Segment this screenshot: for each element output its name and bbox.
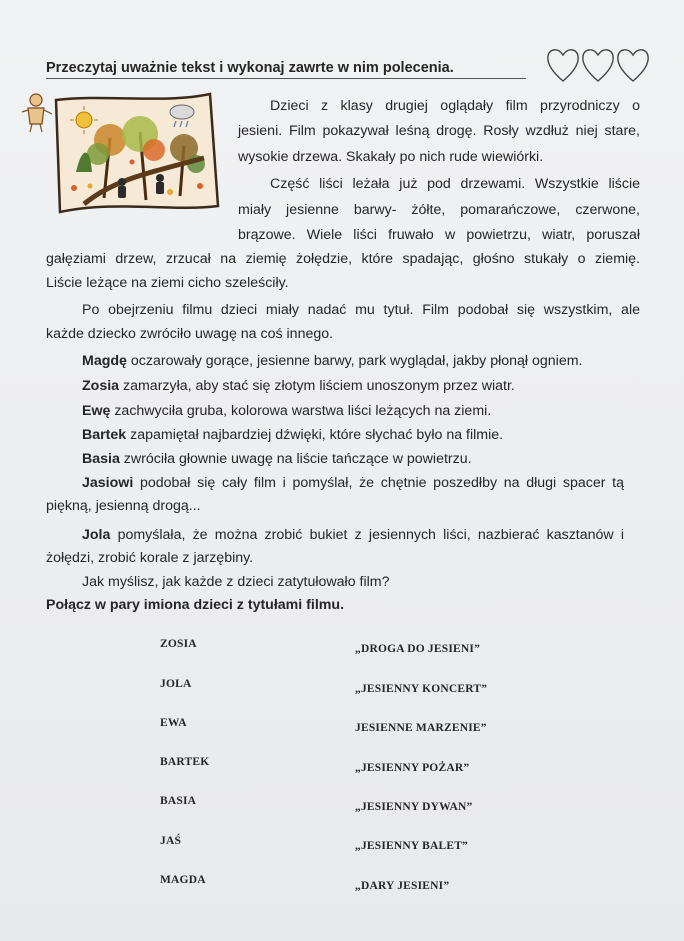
name-zosia: ZOSIA (160, 638, 197, 650)
child-figure-icon (22, 94, 52, 132)
child-line-magda (82, 352, 583, 370)
text-line: wysokie drzewa. Skakały po nich rude wiewiórki. (238, 149, 544, 165)
child-line-jola-cont (46, 549, 253, 567)
title-jesienne-marzenie: JESIENNE MARZENIE” (355, 722, 487, 734)
title-jesienny-dywan: „JESIENNY DYWAN” (355, 801, 473, 813)
autumn-forest-illustration (14, 88, 224, 228)
text-line: Część liści leżała już pod drzewami. Wszystkie liście (270, 176, 640, 192)
text-line: Dzieci z klasy drugiej oglądały film przyrodniczy o (270, 98, 640, 114)
child-text: podobał się cały film i pomyślał, że chętnie poszedłby na długi spacer tą (133, 475, 624, 491)
child-line-jas (82, 474, 624, 492)
child-name: Magdę (82, 353, 127, 369)
child-line-jola (82, 526, 624, 544)
text-line: brązowe. Wiele liści fruwało w powietrzu, wiatr, poruszał (238, 227, 640, 243)
child-name: Zosia (82, 378, 120, 394)
child-name: Jola (82, 527, 111, 543)
child-name: Bartek (82, 427, 127, 443)
text-line: każde dziecko zwróciło uwagę na coś innego. (46, 326, 334, 342)
text-line: jesieni. Film pokazywał leśną drogę. Rosły wzdłuż niej stare, (238, 123, 640, 139)
title-jesienny-pozar: „JESIENNY POŻAR” (355, 762, 470, 774)
child-text: zwróciła głownie uwagę na liście tańczące w powietrzu. (119, 451, 472, 467)
child-text: zamarzyła, aby stać się złotym liściem unoszonym przez wiatr. (119, 378, 515, 394)
child-name: Basia (82, 451, 120, 467)
text-line: miały jesienne barwy- żółte, pomarańczowe, czerwone, (238, 202, 640, 218)
text-line: gałęziami drzew, zrzucał na ziemię żołędzie, które spadając, głośno stukały o ziemię. (46, 251, 640, 267)
child-line-jas-cont (46, 497, 201, 515)
child-text: zachwyciła gruba, kolorowa warstwa liści leżących na ziemi. (110, 403, 492, 419)
name-bartek: BARTEK (160, 756, 210, 768)
child-text: oczarowały gorące, jesienne barwy, park wyglądał, jakby płonął ogniem. (126, 353, 583, 369)
hearts-icon (546, 46, 650, 84)
title-jesienny-balet: „JESIENNY BALET” (355, 840, 469, 852)
text-line: Po obejrzeniu filmu dzieci miały nadać mu tytuł. Film podobał się wszystkim, ale (82, 302, 640, 318)
child-name: Ewę (82, 403, 111, 419)
child-line-basia (82, 450, 472, 468)
question-text: Jak myślisz, jak każde z dzieci zatytułowało film? (82, 574, 390, 590)
title-droga-do-jesieni: „DROGA DO JESIENI” (355, 643, 481, 655)
child-text: piękną, jesienną drogą... (46, 498, 201, 514)
name-jas: JAŚ (160, 835, 182, 847)
matching-task: Połącz w pary imiona dzieci z tytułami filmu. (46, 597, 345, 613)
name-ewa: EWA (160, 717, 187, 729)
instruction-heading: Przeczytaj uważnie tekst i wykonaj zawrte w nim polecenia. (46, 60, 454, 76)
title-dary-jesieni: „DARY JESIENI” (355, 880, 450, 892)
name-magda: MAGDA (160, 874, 206, 886)
child-line-bartek (82, 426, 503, 444)
name-jola: JOLA (160, 678, 192, 690)
heading-underline (46, 78, 526, 79)
child-name: Jasiowi (82, 475, 134, 491)
child-line-zosia (82, 377, 515, 395)
child-text: pomyślała, że można zrobić bukiet z jesiennych liści, nazbierać kasztanów i (110, 527, 624, 543)
child-text: zapamiętał najbardziej dźwięki, które słychać było na filmie. (126, 427, 504, 443)
name-basia: BASIA (160, 795, 197, 807)
child-line-ewa (82, 402, 491, 420)
title-jesienny-koncert: „JESIENNY KONCERT” (355, 683, 488, 695)
text-line: Liście leżące na ziemi cicho szeleściły. (46, 275, 289, 291)
child-text: żołędzi, zrobić korale z jarzębiny. (46, 550, 254, 566)
